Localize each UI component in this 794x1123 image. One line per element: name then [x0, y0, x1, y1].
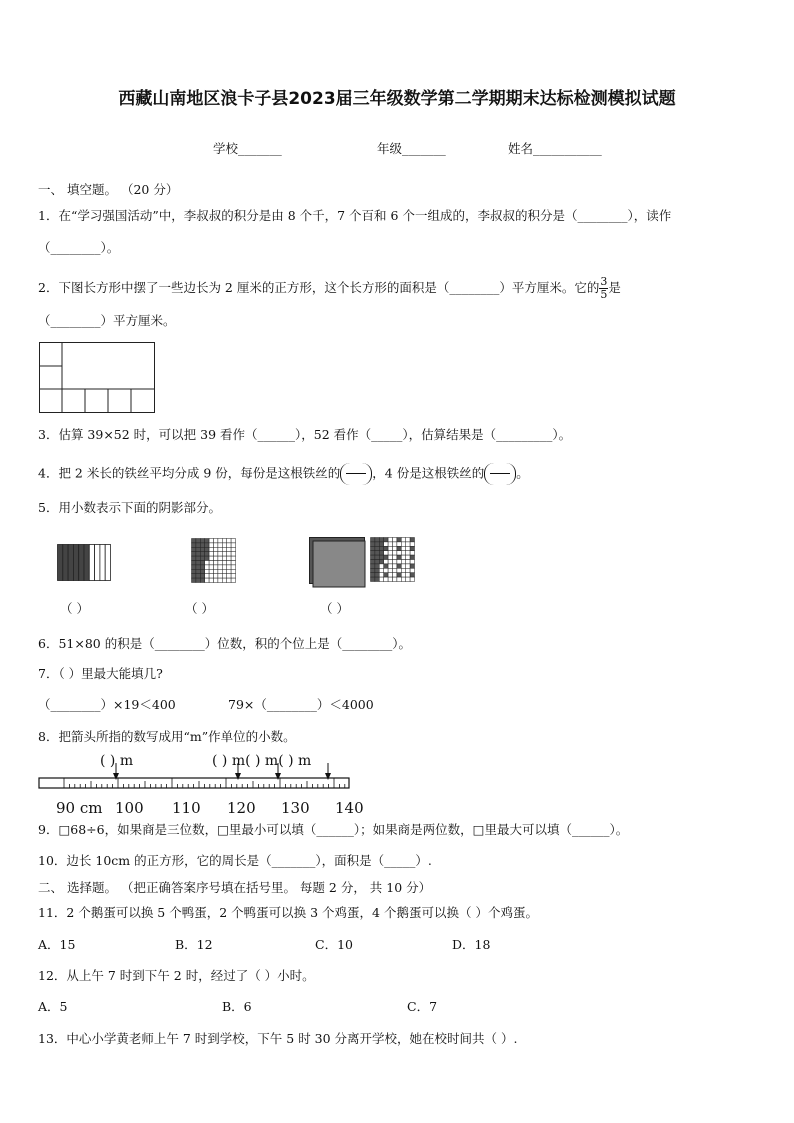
grid-cell: [214, 565, 218, 569]
grid-cell: [384, 538, 388, 542]
grid-cell: [379, 568, 383, 572]
grid-cell: [222, 547, 226, 551]
grid-cell: [406, 542, 410, 546]
ruler-tick-label: 100: [115, 799, 144, 817]
question-12-option-a: A．5: [38, 999, 68, 1014]
grid-cell: [393, 555, 397, 559]
question-11-option-b: B．12: [175, 937, 213, 952]
grid-cell: [205, 539, 209, 543]
strip-cell: [105, 545, 110, 581]
grid-cell: [196, 552, 200, 556]
grid-cell: [200, 578, 204, 582]
grid-cell: [375, 564, 379, 568]
question-2-text: 2．下图长方形中摆了一些边长为 2 厘米的正方形，这个长方形的面积是（________）平方厘米。它的: [38, 280, 600, 295]
grid-cell: [371, 564, 375, 568]
grid-cell: [209, 547, 213, 551]
ruler-tick-label: 90 cm: [56, 799, 103, 817]
grid-cell: [214, 569, 218, 573]
grid-cell: [384, 577, 388, 581]
grid-cell: [410, 560, 414, 564]
grid-cell: [406, 577, 410, 581]
grid-cell: [196, 578, 200, 582]
grid-cell: [371, 568, 375, 572]
grid-cell: [371, 577, 375, 581]
shaded-strips-figure: [57, 544, 113, 582]
grid-cell: [231, 539, 235, 543]
grid-cell: [227, 561, 231, 565]
grid-cell: [209, 565, 213, 569]
grid-cell: [406, 551, 410, 555]
question-2-line-1: [38, 276, 621, 301]
grid-cell: [231, 556, 235, 560]
grid-cell: [397, 551, 401, 555]
grid-cell: [375, 560, 379, 564]
question-2-suffix: 是: [608, 280, 621, 295]
grid-cell: [218, 556, 222, 560]
grid-cell: [410, 573, 414, 577]
grid-cell: [192, 539, 196, 543]
grid-cell: [388, 555, 392, 559]
grid-cell: [393, 538, 397, 542]
grid-cell: [388, 538, 392, 542]
grid-cell: [379, 573, 383, 577]
fraction-blank-1: [340, 463, 372, 485]
grid-cell: [375, 555, 379, 559]
grid-cell: [388, 577, 392, 581]
fraction-blank-2: [484, 463, 516, 485]
question-11-option-a: A．15: [38, 937, 76, 952]
grid-cell: [218, 578, 222, 582]
grid-cell: [218, 547, 222, 551]
grid-cell: [222, 556, 226, 560]
grid-cell: [371, 573, 375, 577]
grid-cell: [393, 542, 397, 546]
grid-cell: [371, 555, 375, 559]
grid-cell: [209, 574, 213, 578]
grid-cell: [231, 574, 235, 578]
grid-cell: [384, 560, 388, 564]
grid-cell: [231, 578, 235, 582]
grid-cell: [218, 569, 222, 573]
grid-cell: [401, 560, 405, 564]
question-9: 9．□68÷6，如果商是三位数，□里最小可以填（______）；如果商是两位数，□里最大可以填（______）。: [38, 822, 629, 837]
ruler-tick-label: 110: [172, 799, 201, 817]
grid-cell: [192, 543, 196, 547]
grid-cell: [205, 552, 209, 556]
grid-cell: [388, 546, 392, 550]
question-6: 6．51×80 的积是（________）位数，积的个位上是（________）。: [38, 636, 411, 651]
grid-cell: [200, 569, 204, 573]
ruler-label-2: ( ) m( ) m( ) m: [212, 753, 312, 769]
grid-cell: [227, 578, 231, 582]
grid-cell: [406, 568, 410, 572]
question-1-line-1: 1．在“学习强国活动”中，李叔叔的积分是由 8 个千，7 个百和 6 个一组成的，李叔叔的积分是（________），读作: [38, 208, 672, 223]
grid-cell: [371, 542, 375, 546]
grid-cell: [192, 569, 196, 573]
grid-cell: [375, 568, 379, 572]
grid-cell: [200, 547, 204, 551]
grid-cell: [214, 561, 218, 565]
section-one-heading: 一、 填空题。 （20 分）: [38, 182, 179, 197]
fraction-numerator: 3: [600, 275, 608, 288]
rectangle-squares-figure: [39, 342, 157, 414]
grid-cell: [379, 555, 383, 559]
grid-cell: [205, 574, 209, 578]
grid-cell: [388, 568, 392, 572]
grid-cell: [410, 551, 414, 555]
grid-cell: [406, 546, 410, 550]
grid-cell: [231, 552, 235, 556]
question-2-line-2: （________）平方厘米。: [38, 313, 176, 328]
grid-cell: [196, 543, 200, 547]
grid-cell: [200, 561, 204, 565]
grid-cell: [375, 538, 379, 542]
grid-cell: [401, 551, 405, 555]
question-4: [38, 463, 529, 485]
grid-cell: [371, 546, 375, 550]
grid-cell: [209, 569, 213, 573]
grid-cell: [379, 577, 383, 581]
grid-cell: [205, 569, 209, 573]
grid-cell: [388, 560, 392, 564]
grid-cell: [205, 556, 209, 560]
question-5-text: 5．用小数表示下面的阴影部分。: [38, 500, 221, 515]
grid-cell: [371, 560, 375, 564]
grid-cell: [397, 546, 401, 550]
strip-cell: [95, 545, 100, 581]
ruler-label-1: ( ) m: [100, 753, 134, 769]
grid-cell: [218, 552, 222, 556]
grid-cell: [222, 569, 226, 573]
grid-cell: [227, 552, 231, 556]
grid-cell: [222, 561, 226, 565]
grid-cell: [388, 564, 392, 568]
grid-cell: [371, 538, 375, 542]
ruler-tick-label: 140: [335, 799, 364, 817]
question-12-option-b: B．6: [222, 999, 252, 1014]
grid-cell: [192, 552, 196, 556]
question-5-answer-2: （ ）: [185, 601, 214, 616]
grid-cell: [205, 543, 209, 547]
grid-cell: [209, 552, 213, 556]
grid-cell: [397, 555, 401, 559]
grid-cell: [222, 539, 226, 543]
question-11-option-c: C．10: [315, 937, 353, 952]
grid-cell: [397, 538, 401, 542]
grid-cell: [393, 577, 397, 581]
strip-cell: [79, 545, 84, 581]
grid-cell: [388, 551, 392, 555]
grid-cell: [410, 577, 414, 581]
grid-cell: [200, 539, 204, 543]
grid-cell: [214, 556, 218, 560]
grid-cell: [205, 578, 209, 582]
strip-cell: [84, 545, 89, 581]
ruler: [38, 772, 368, 794]
grid-cell: [393, 560, 397, 564]
grid-cell: [393, 551, 397, 555]
grid-cell: [196, 539, 200, 543]
section-two-heading: 二、 选择题。 （把正确答案序号填在括号里。 每题 2 分， 共 10 分）: [38, 880, 432, 895]
grid-cell: [218, 539, 222, 543]
question-10: 10．边长 10cm 的正方形，它的周长是（_______），面积是（_____）.: [38, 853, 432, 868]
question-12: 12．从上午 7 时到下午 2 时，经过了（ ）小时。: [38, 968, 315, 983]
grid-cell: [371, 551, 375, 555]
question-13: 13．中心小学黄老师上午 7 时到学校，下午 5 时 30 分离开学校，她在校时间共（ ）.: [38, 1031, 518, 1046]
grade-field: 年级_______: [377, 141, 446, 156]
grid-cell: [214, 578, 218, 582]
grid-cell: [393, 546, 397, 550]
grid-cell: [375, 551, 379, 555]
grid-cell: [379, 538, 383, 542]
grid-cell: [209, 578, 213, 582]
grid-cell: [218, 565, 222, 569]
strip-cell: [58, 545, 63, 581]
grid-cell: [192, 561, 196, 565]
question-1-line-2: （________）。: [38, 240, 120, 255]
grid-cell: [200, 552, 204, 556]
question-12-option-c: C．7: [407, 999, 438, 1014]
grid-cell: [227, 539, 231, 543]
grid-cell: [410, 538, 414, 542]
grid-cell: [222, 578, 226, 582]
grid-cell: [196, 565, 200, 569]
question-3: 3．估算 39×52 时，可以把 39 看作（______），52 看作（_____），估算结果是（_________）。: [38, 427, 572, 442]
question-5-answer-3: （ ）: [320, 601, 349, 616]
strip-cell: [89, 545, 94, 581]
grid-cell: [410, 564, 414, 568]
question-4-text: 4．把 2 米长的铁丝平均分成 9 份，每份是这根铁丝的: [38, 465, 341, 481]
grid-cell: [379, 564, 383, 568]
grid-cell: [205, 565, 209, 569]
grid-cell: [401, 538, 405, 542]
question-11: 11．2 个鹅蛋可以换 5 个鸭蛋，2 个鸭蛋可以换 3 个鸡蛋，4 个鹅蛋可以换（ ）个鸡蛋。: [38, 905, 538, 920]
grid-cell: [192, 574, 196, 578]
grid-cell: [196, 574, 200, 578]
grid-cell: [214, 552, 218, 556]
question-7-prompt: 7．（ ）里最大能填几?: [38, 666, 163, 681]
grid-cell: [379, 560, 383, 564]
name-field: 姓名___________: [508, 141, 602, 156]
grid-cell: [231, 565, 235, 569]
grid-cell: [214, 547, 218, 551]
grid-cell: [388, 542, 392, 546]
grid-cell: [384, 546, 388, 550]
grid-cell: [401, 542, 405, 546]
grid-cell: [192, 565, 196, 569]
strip-cell: [73, 545, 78, 581]
grid-cell: [384, 573, 388, 577]
fraction-denominator: 5: [600, 288, 608, 301]
grid-cell: [406, 560, 410, 564]
grid-cell: [231, 547, 235, 551]
grid-cell: [231, 569, 235, 573]
grid-cell: [227, 547, 231, 551]
grid-cell: [397, 573, 401, 577]
grid-cell: [384, 568, 388, 572]
grid-cell: [222, 552, 226, 556]
grid-cell: [401, 555, 405, 559]
grid-cell: [410, 555, 414, 559]
strip-cell: [63, 545, 68, 581]
grid-cell: [214, 543, 218, 547]
question-11-option-d: D．18: [452, 937, 491, 952]
ruler-tick-label: 120: [227, 799, 256, 817]
school-field: 学校_______: [213, 141, 282, 156]
grid-cell: [393, 573, 397, 577]
grid-cell: [200, 556, 204, 560]
grid-cell: [196, 569, 200, 573]
grid-cell: [401, 573, 405, 577]
grid-cell: [196, 556, 200, 560]
question-7-a: （________）×19＜400: [38, 697, 176, 712]
grid-cell: [401, 546, 405, 550]
grid-cell: [397, 542, 401, 546]
grid-cell: [205, 547, 209, 551]
grid-cell: [205, 561, 209, 565]
grid-cell: [214, 539, 218, 543]
hundred-grid-figure: [191, 538, 237, 584]
grid-cell: [227, 556, 231, 560]
grid-cell: [209, 543, 213, 547]
grid-cell: [397, 560, 401, 564]
grid-cell: [401, 568, 405, 572]
grid-cell: [227, 574, 231, 578]
grid-cell: [379, 546, 383, 550]
grid-cell: [375, 577, 379, 581]
grid-cell: [406, 573, 410, 577]
grid-cell: [227, 543, 231, 547]
grid-cell: [384, 542, 388, 546]
grid-cell: [200, 574, 204, 578]
grid-cell: [218, 561, 222, 565]
grid-cell: [227, 565, 231, 569]
grid-cell: [397, 568, 401, 572]
fraction-three-fifths: [599, 276, 608, 301]
grid-cell: [384, 564, 388, 568]
grid-cell: [192, 578, 196, 582]
grid-cell: [375, 573, 379, 577]
grid-cell: [222, 565, 226, 569]
grid-cell: [410, 568, 414, 572]
grid-cell: [200, 543, 204, 547]
grid-cell: [375, 546, 379, 550]
page-title: 西藏山南地区浪卡子县2023届三年级数学第二学期期末达标检测模拟试题: [118, 89, 676, 109]
grid-cell: [196, 547, 200, 551]
question-7-b: 79×（________）＜4000: [228, 697, 374, 712]
grid-cell: [401, 577, 405, 581]
grid-cell: [222, 574, 226, 578]
question-4-end: 。: [516, 465, 529, 481]
question-8-text: 8．把箭头所指的数写成用“m”作单位的小数。: [38, 729, 296, 744]
grid-cell: [196, 561, 200, 565]
question-5-answer-1: （ ）: [60, 601, 89, 616]
grid-cell: [200, 565, 204, 569]
strip-cell: [100, 545, 105, 581]
full-square-figure: [309, 537, 369, 587]
grid-cell: [393, 564, 397, 568]
hundred-grid-figure-2: [370, 537, 416, 583]
grid-cell: [388, 573, 392, 577]
grid-cell: [397, 577, 401, 581]
grid-cell: [406, 538, 410, 542]
grid-cell: [209, 539, 213, 543]
grid-cell: [393, 568, 397, 572]
grid-cell: [227, 569, 231, 573]
grid-cell: [379, 542, 383, 546]
grid-cell: [231, 543, 235, 547]
ruler-tick-label: 130: [281, 799, 310, 817]
grid-cell: [410, 546, 414, 550]
grid-cell: [209, 561, 213, 565]
grid-cell: [375, 542, 379, 546]
grid-cell: [214, 574, 218, 578]
grid-cell: [406, 564, 410, 568]
grid-cell: [410, 542, 414, 546]
grid-cell: [231, 561, 235, 565]
grid-cell: [406, 555, 410, 559]
grid-cell: [209, 556, 213, 560]
grid-cell: [218, 574, 222, 578]
grid-cell: [384, 551, 388, 555]
strip-cell: [68, 545, 73, 581]
grid-cell: [379, 551, 383, 555]
grid-cell: [218, 543, 222, 547]
grid-cell: [192, 556, 196, 560]
question-4-mid: ，4 份是这根铁丝的: [372, 465, 485, 481]
grid-cell: [192, 547, 196, 551]
grid-cell: [384, 555, 388, 559]
grid-cell: [401, 564, 405, 568]
grid-cell: [222, 543, 226, 547]
grid-cell: [397, 564, 401, 568]
